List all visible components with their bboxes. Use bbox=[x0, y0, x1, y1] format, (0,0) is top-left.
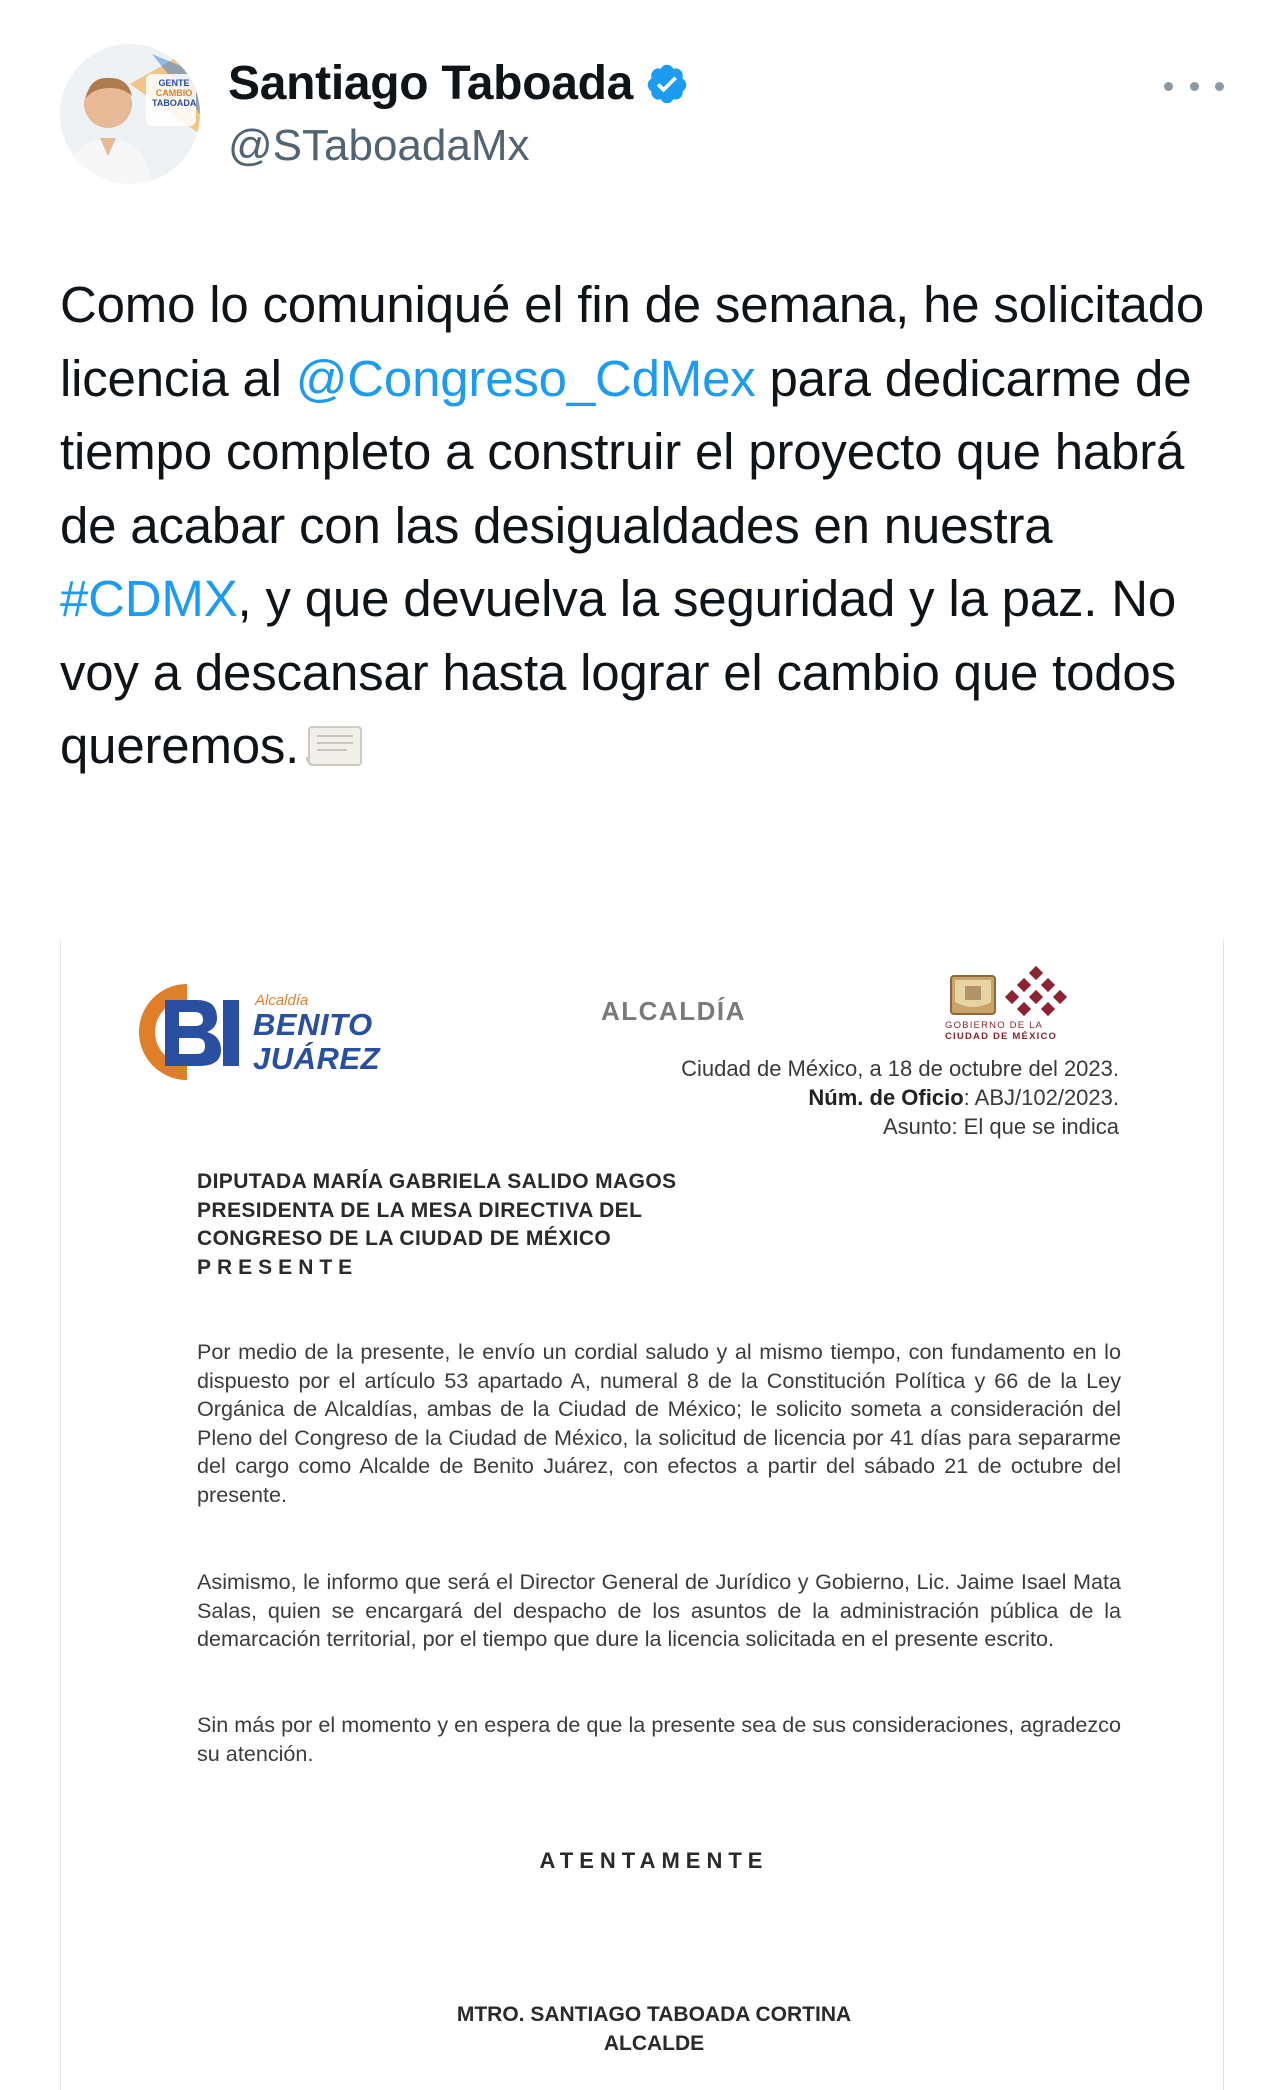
user-handle[interactable]: @STaboadaMx bbox=[228, 121, 530, 170]
cdmx-caption-line: GOBIERNO DE LA bbox=[945, 1020, 1044, 1031]
recipient-line: PRESENTE bbox=[197, 1255, 359, 1279]
document-paragraph: Sin más por el momento y en espera de que la presente sea de sus consideraciones, agradezco su atención. bbox=[197, 1712, 1121, 1766]
document-header-title: ALCALDÍA bbox=[601, 996, 746, 1026]
avatar-badge-line: GENTE bbox=[158, 78, 190, 88]
recipient-line: CONGRESO DE LA CIUDAD DE MÉXICO bbox=[197, 1227, 612, 1250]
document-closing: ATENTAMENTE bbox=[539, 1848, 769, 1873]
document-recipient bbox=[197, 1168, 677, 1282]
tweet-text-part: para dedicarme de tiempo completo a construir el proyecto que habrá de acabar con las desigualdades en nuestra bbox=[60, 349, 1192, 554]
verified-badge-icon bbox=[645, 62, 689, 106]
avatar-badge-line: CAMBIO bbox=[155, 88, 193, 98]
tweet-text bbox=[60, 268, 1230, 783]
document-asunto: Asunto: El que se indica bbox=[882, 1114, 1119, 1139]
mention-link[interactable]: @Congreso_CdMex bbox=[295, 349, 756, 407]
display-name[interactable]: Santiago Taboada bbox=[228, 57, 634, 110]
benito-juarez-logo-icon bbox=[135, 980, 245, 1084]
more-options-icon[interactable] bbox=[1164, 66, 1224, 106]
profile-photo bbox=[60, 44, 200, 184]
oficio-label: Núm. de Oficio bbox=[808, 1085, 964, 1110]
cdmx-caption-line: CIUDAD DE MÉXICO bbox=[945, 1031, 1058, 1042]
oficio-value: : ABJ/102/2023. bbox=[963, 1085, 1119, 1110]
logo-wordmark-line: BENITO bbox=[253, 1007, 373, 1042]
logo-caption: Alcaldía bbox=[255, 992, 309, 1009]
logo-wordmark bbox=[253, 1008, 380, 1076]
scroll-emoji-icon bbox=[303, 723, 365, 769]
tweet-text-part: Como lo comuniqué el fin de semana, he solicitado licencia al bbox=[60, 276, 1205, 407]
logo-wordmark-line: JUÁREZ bbox=[253, 1041, 381, 1076]
recipient-line: PRESIDENTA DE LA MESA DIRECTIVA DEL bbox=[197, 1198, 643, 1222]
document-date: Ciudad de México, a 18 de octubre del 2023. bbox=[681, 1056, 1119, 1081]
hashtag-link[interactable]: #CDMX bbox=[60, 570, 238, 627]
author-block bbox=[228, 56, 689, 171]
attached-document-image[interactable] bbox=[60, 940, 1224, 2090]
document-meta bbox=[681, 1054, 1119, 1141]
document-paragraph: Por medio de la presente, le envío un cordial saludo y al mismo tiempo, con fundamento en lo dispuesto por el artículo 53 apartado A, numeral 8 de la Constitución Política y 66 de la Ley Orgánica de Alcaldías, ambas de la Ciudad de México; le solicito someta a consideración del Pleno del Congreso de la Ciudad de México, la solicitud de licencia por 41 días para separarme del cargo como Alcalde de Benito Juárez, con efectos a partir del sábado 21 de octubre del presente. bbox=[197, 1339, 1121, 1507]
document-oficio bbox=[681, 1083, 1119, 1112]
benito-juarez-logo bbox=[135, 980, 395, 1090]
recipient-line: DIPUTADA MARÍA GABRIELA SALIDO MAGOS bbox=[197, 1170, 677, 1193]
document-paragraph: Asimismo, le informo que será el Director General de Jurídico y Gobierno, Lic. Jaime Isael Mata Salas, quien se encargará del despacho de los asuntos de la administración pública de la demarcación territorial, por el tiempo que dure la licencia solicitada en el presente escrito. bbox=[197, 1569, 1121, 1652]
document-signature-block bbox=[61, 2000, 1223, 2058]
signer-title: ALCALDE bbox=[603, 2032, 705, 2055]
cdmx-government-caption bbox=[945, 1020, 1085, 1042]
avatar-badge-line: TABOADA bbox=[152, 98, 197, 108]
tweet-text-part: , y que devuelva la seguridad y la paz. No voy a descansar hasta lograr el cambio que todos queremos. bbox=[60, 570, 1177, 774]
avatar[interactable] bbox=[60, 44, 200, 184]
signer-name: MTRO. SANTIAGO TABOADA CORTINA bbox=[456, 2003, 852, 2026]
